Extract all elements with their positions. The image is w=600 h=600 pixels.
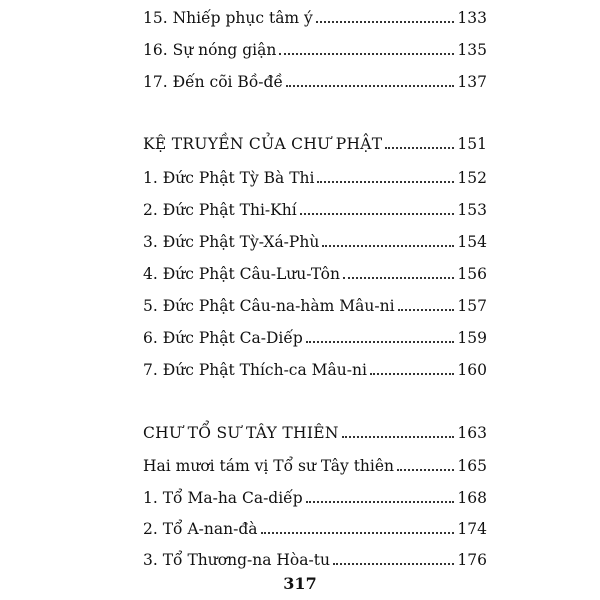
toc-section-heading [143,130,487,154]
toc-section-heading [143,419,487,443]
dot-leader [261,532,455,534]
toc-entry [143,36,487,60]
dot-leader [306,341,455,343]
toc-entry-page: 156 [457,265,487,283]
toc-entry [143,196,487,220]
section-page: 163 [457,424,487,442]
section-page: 151 [457,135,487,153]
toc-entry [143,546,487,570]
dot-leader [385,147,454,149]
page-number: 317 [283,574,317,593]
toc-entry [143,452,487,476]
toc-entry-title: Hai mươi tám vị Tổ sư Tây thiên [143,457,395,475]
dot-leader [398,309,455,311]
dot-leader [317,181,454,183]
toc-entry-page: 176 [457,551,487,569]
toc-entry-title: 1. Tổ Ma-ha Ca-diếp [143,489,303,507]
toc-entry-page: 137 [457,73,487,91]
toc-entry [143,228,487,252]
toc-entry-page: 157 [457,297,487,315]
dot-leader [370,373,454,375]
dot-leader [343,277,454,279]
dot-leader [342,436,455,438]
toc-entry [143,484,487,508]
toc-entry-title: 3. Tổ Thương-na Hòa-tu [143,551,330,569]
toc-entry-title: 4. Đức Phật Câu-Lưu-Tôn [143,265,340,283]
dot-leader [300,213,455,215]
toc-entry-page: 168 [457,489,487,507]
toc-entry [143,164,487,188]
toc-entry [143,260,487,284]
dot-leader [286,85,454,87]
toc-entry-title: 15. Nhiếp phục tâm ý [143,9,313,27]
toc-entry-title: 7. Đức Phật Thích-ca Mâu-ni [143,361,367,379]
toc-entry [143,324,487,348]
toc-entry-title: 2. Đức Phật Thi-Khí [143,201,297,219]
toc-entry-page: 152 [457,169,487,187]
dot-leader [333,563,454,565]
toc-entry-page: 154 [457,233,487,251]
toc-entry-title: 1. Đức Phật Tỳ Bà Thi [143,169,315,187]
toc-entry-title: 3. Đức Phật Tỳ-Xá-Phù [143,233,320,251]
toc-entry [143,68,487,92]
toc-entry-page: 133 [457,9,487,27]
section-title: CHƯ TỔ SƯ TÂY THIÊN [143,424,339,442]
toc-entry-page: 174 [457,520,487,538]
dot-leader [316,21,455,23]
toc-entry-page: 159 [457,329,487,347]
toc-entry-page: 135 [457,41,487,59]
toc-entry-page: 165 [457,457,487,475]
dot-leader [397,469,454,471]
toc-entry-title: 17. Đến cõi Bồ-đề [143,73,283,91]
toc-entry-page: 160 [457,361,487,379]
section-title: KỆ TRUYỀN CỦA CHƯ PHẬT [143,135,383,153]
toc-entry [143,515,487,539]
dot-leader [322,245,454,247]
toc-entry-title: 16. Sự nóng giận [143,41,277,59]
toc-entry-title: 5. Đức Phật Câu-na-hàm Mâu-ni [143,297,395,315]
toc-entry [143,4,487,28]
toc-entry-title: 6. Đức Phật Ca-Diếp [143,329,303,347]
dot-leader [306,501,455,503]
toc-entry [143,356,487,380]
toc-entry [143,292,487,316]
toc-entry-page: 153 [457,201,487,219]
dot-leader [279,53,454,55]
toc-entry-title: 2. Tổ A-nan-đà [143,520,258,538]
